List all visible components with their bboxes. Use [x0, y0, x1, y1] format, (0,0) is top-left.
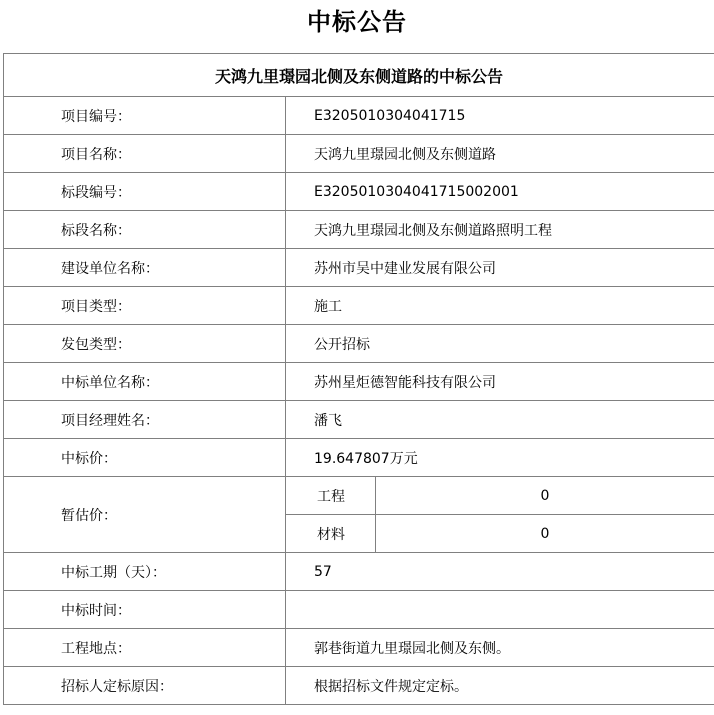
award-reason-label: 招标人定标原因：: [4, 667, 286, 705]
project-name-label: 项目名称：: [4, 135, 286, 173]
duration-value: 57: [286, 553, 714, 591]
project-manager-label: 项目经理姓名：: [4, 401, 286, 439]
bid-price-value: 19.647807万元: [286, 439, 714, 477]
project-type-value: 施工: [286, 287, 714, 325]
award-reason-value: 根据招标文件规定定标。: [286, 667, 714, 705]
award-time-value: [286, 591, 714, 629]
estimate-engineering-label: 工程: [286, 477, 376, 515]
table-row: [4, 211, 714, 249]
section-name-value: 天鸿九里璟园北侧及东侧道路照明工程: [286, 211, 714, 249]
table-row: [4, 97, 714, 135]
contract-type-label: 发包类型：: [4, 325, 286, 363]
table-row: [4, 553, 714, 591]
location-value: 郭巷街道九里璟园北侧及东侧。: [286, 629, 714, 667]
table-row: [4, 629, 714, 667]
estimate-engineering-value: 0: [376, 477, 714, 515]
project-name-value: 天鸿九里璟园北侧及东侧道路: [286, 135, 714, 173]
builder-name-label: 建设单位名称：: [4, 249, 286, 287]
project-number-value: E3205010304041715: [286, 97, 714, 135]
table-row: [4, 477, 714, 515]
builder-name-value: 苏州市吴中建业发展有限公司: [286, 249, 714, 287]
table-row: [4, 363, 714, 401]
section-number-value: E3205010304041715002001: [286, 173, 714, 211]
page-title: 中标公告: [307, 8, 407, 36]
table-row: [4, 325, 714, 363]
duration-label: 中标工期（天）：: [4, 553, 286, 591]
table-row: [4, 173, 714, 211]
table-row: [4, 401, 714, 439]
project-manager-value: 潘飞: [286, 401, 714, 439]
notice-title: 天鸿九里璟园北侧及东侧道路的中标公告: [4, 54, 714, 97]
award-time-label: 中标时间：: [4, 591, 286, 629]
table-row: [4, 135, 714, 173]
winning-bidder-label: 中标单位名称：: [4, 363, 286, 401]
bid-price-label: 中标价：: [4, 439, 286, 477]
award-notice-table: [3, 53, 714, 705]
table-row: [4, 591, 714, 629]
estimate-label: 暂估价：: [4, 477, 286, 553]
estimate-material-label: 材料: [286, 515, 376, 553]
winning-bidder-value: 苏州星炬德智能科技有限公司: [286, 363, 714, 401]
section-name-label: 标段名称：: [4, 211, 286, 249]
project-number-label: 项目编号：: [4, 97, 286, 135]
table-row: [4, 249, 714, 287]
estimate-material-value: 0: [376, 515, 714, 553]
section-number-label: 标段编号：: [4, 173, 286, 211]
table-header-row: [4, 54, 714, 97]
table-row: [4, 287, 714, 325]
contract-type-value: 公开招标: [286, 325, 714, 363]
location-label: 工程地点：: [4, 629, 286, 667]
project-type-label: 项目类型：: [4, 287, 286, 325]
table-row: [4, 667, 714, 705]
table-row: [4, 439, 714, 477]
